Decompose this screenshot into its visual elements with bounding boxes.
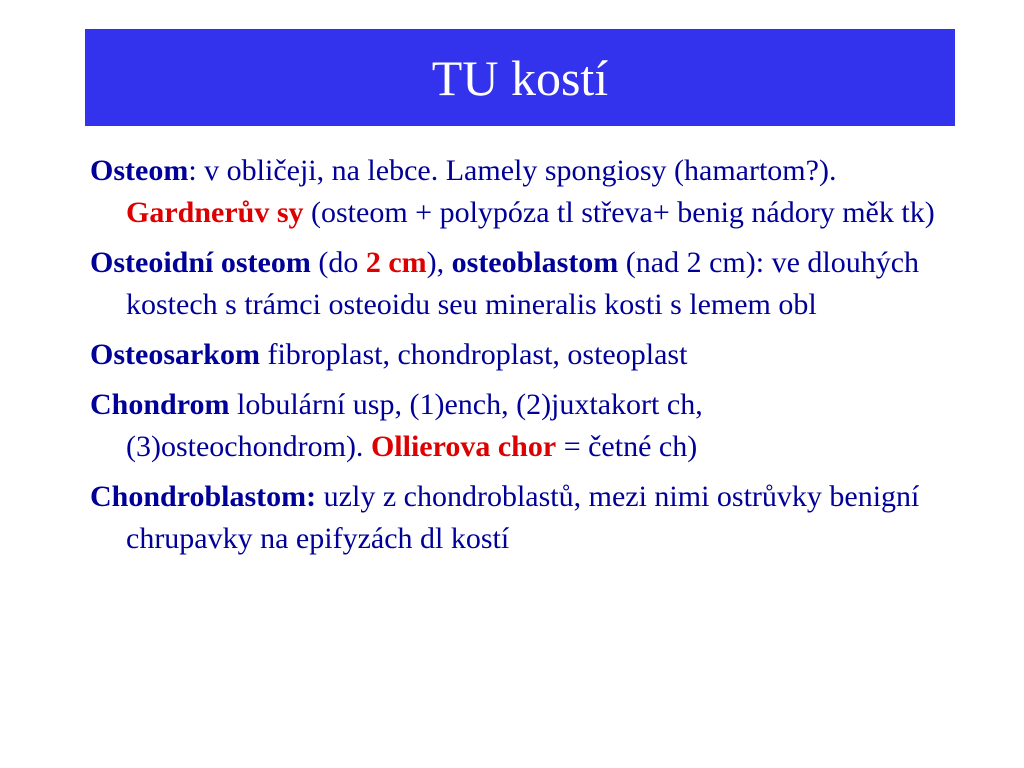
term-osteoblastom: osteoblastom <box>451 246 619 279</box>
title-bar <box>85 29 955 126</box>
paragraph-chondroblastom <box>90 476 935 560</box>
highlight-ollier: Ollierova chor <box>370 430 557 463</box>
paragraph-text: : v obličeji, na lebce. Lamely spongiosy (hamartom?). <box>188 154 837 187</box>
paragraph-text: lobulární usp, (1)ench, (2)juxtakort ch, (3)osteochondrom). <box>126 388 703 463</box>
slide-title: TU kostí <box>431 49 609 106</box>
paragraph-text: = četné ch) <box>556 430 698 463</box>
paragraph-osteom <box>90 150 935 234</box>
paragraph-text: ), <box>426 246 452 279</box>
paragraph-text: fibroplast, chondroplast, osteoplast <box>259 338 688 371</box>
paragraph-osteosarkom <box>90 334 935 376</box>
paragraph-text: uzly z chondroblastů, mezi nimi ostrůvky benigní chrupavky na epifyzách dl kostí <box>126 480 920 555</box>
paragraph-text: (nad 2 cm): ve dlouhých kostech s trámci osteoidu seu mineralis kosti s lemem obl <box>126 246 920 321</box>
term-chondrom: Chondrom <box>90 388 230 421</box>
highlight-size: 2 cm <box>365 246 427 279</box>
paragraph-text: (do <box>310 246 366 279</box>
term-chondroblastom: Chondroblastom: <box>90 480 317 513</box>
term-osteosarkom: Osteosarkom <box>90 338 260 371</box>
paragraph-text: (osteom + polypóza tl střeva+ benig nádory měk tk) <box>303 196 935 229</box>
slide-body <box>90 150 935 568</box>
paragraph-osteoidni-osteom <box>90 242 935 326</box>
paragraph-chondrom <box>90 384 935 468</box>
highlight-gardner: Gardnerův sy <box>126 196 304 229</box>
term-osteoidni-osteom: Osteoidní osteom <box>90 246 311 279</box>
term-osteom: Osteom <box>90 154 189 187</box>
